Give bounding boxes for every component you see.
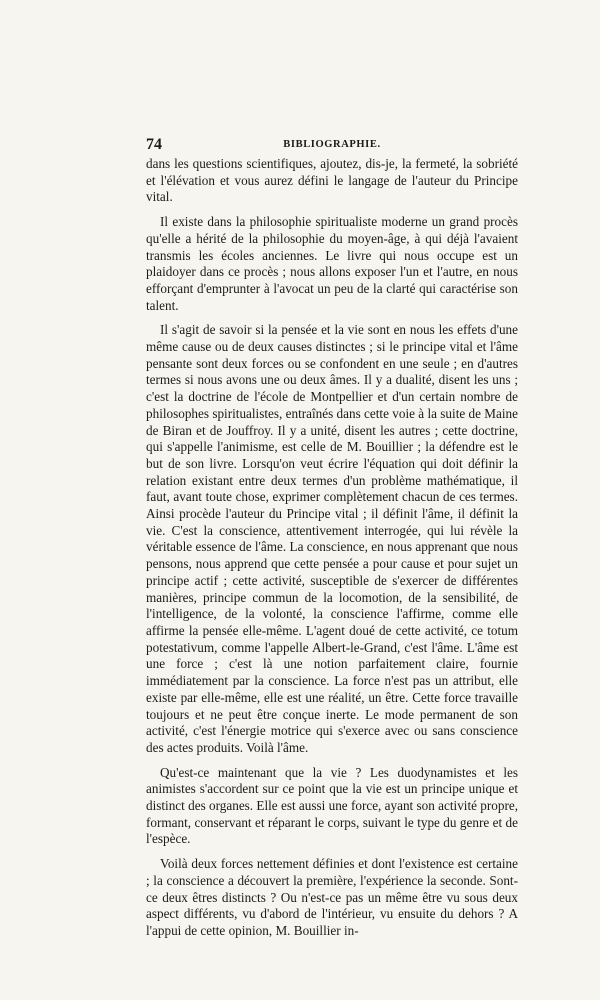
running-head: BIBLIOGRAPHIE. [283,139,381,150]
paragraph: Voilà deux forces nettement définies et dont l'existence est certaine ; la conscience a découvert la première, l'expérience la seconde. Sont-ce deux êtres distincts ? Ou n'est-ce pas un même être vu sous deux aspect différents, vu d'abord de l'intérieur, vu ensuite du dehors ? A l'appui de cette opinion, M. Bouillier in- [146,856,518,938]
page-header [146,136,518,156]
paragraph: Il existe dans la philosophie spiritualiste moderne un grand procès qu'elle a hérité de la philosophie du moyen-âge, à qui déjà l'avaient transmis les écoles anciennes. Le livre qui nous occupe est un plaidoyer dans ce procès ; nous allons exposer l'un et l'autre, en nous efforçant d'emprunter à l'avocat un peu de la clarté qui caractérise son talent. [146,214,518,313]
paragraph: Il s'agit de savoir si la pensée et la vie sont en nous les effets d'une même cause ou de deux causes distinctes ; si le principe vital et l'âme pensante sont deux forces ou se confondent en une seule ; en d'autres termes si nous avons une ou deux âmes. Il y a dualité, disent les uns ; c'est la doctrine de l'école de Montpellier et d'un certain nombre de philosophes spiritualistes, entraînés dans cette voie à la suite de Maine de Biran et de Jouffroy. Il y a unité, disent les autres ; cette doctrine, qui s'appelle l'animisme, est celle de M. Bouillier ; la défendre est le but de son livre. Lorsqu'on veut écrire l'équation qui doit définir la relation existant entre deux termes d'un problème mathématique, il faut, avant toute chose, exprimer complètement chacun de ces termes. Ainsi procède l'auteur du Principe vital ; il définit l'âme, il définit la vie. C'est la conscience, attentivement interrogée, qui lui révèle la véritable essence de l'âme. La conscience, en nous apprenant que nous pensons, nous apprend que cette pensée a pour cause et pour sujet un principe actif ; cette activité, susceptible de s'exercer de différentes manières, principe commun de la locomotion, de la sensibilité, de l'intelligence, de la volonté, la conscience l'affirme, comme elle affirme la pensée elle-même. L'agent doué de cette activité, ce totum potestativum, comme l'appelle Albert-le-Grand, c'est l'âme. L'âme est une force ; c'est là une notion parfaitement claire, fournie immédiatement par la conscience. La force n'est pas un attribut, elle existe par elle-même, elle est une réalité, un être. Cette force travaille toujours et ne peut être conçue inerte. Le mode permanent de son activité, c'est l'énergie motrice qui s'exerce avec ou sans conscience des actes produits. Voilà l'âme. [146,322,518,755]
paragraph: Qu'est-ce maintenant que la vie ? Les duodynamistes et les animistes s'accordent sur ce point que la vie est un principe unique et distinct des organes. Elle est aussi une force, ayant son activité propre, formant, conservant et réparant le corps, suivant le type du genre et de l'espèce. [146,764,518,847]
paragraph: dans les questions scientifiques, ajoutez, dis-je, la fermeté, la sobriété et l'élévation et vous aurez défini le langage de l'auteur du Principe vital. [146,156,518,205]
body-text [146,156,518,948]
page-number: 74 [146,136,162,153]
